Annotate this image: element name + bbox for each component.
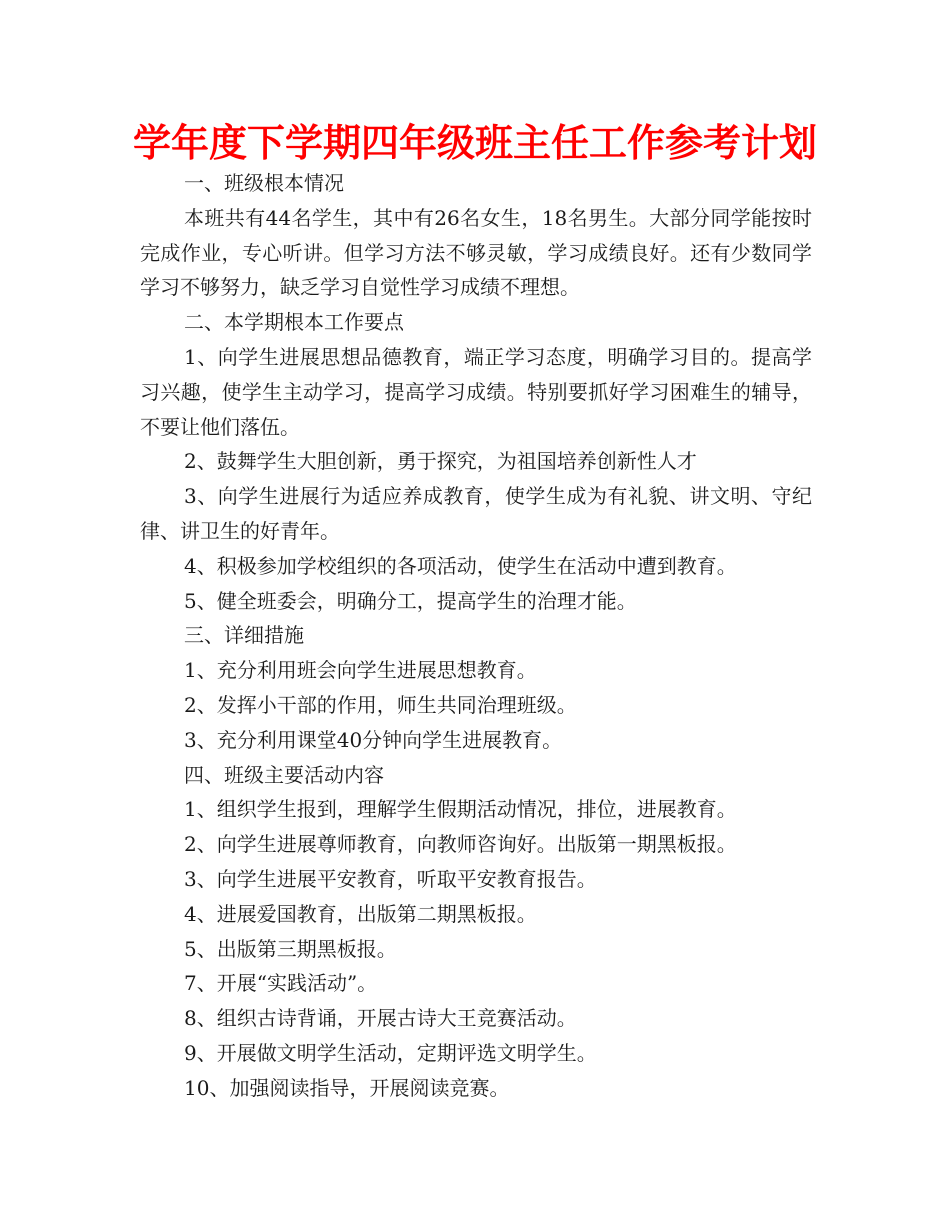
work-point-3: 3、向学生进展行为适应养成教育，使学生成为有礼貌、讲文明、守纪律、讲卫生的好青年。 — [140, 484, 812, 543]
activity-8: 8、组织古诗背诵，开展古诗大王竞赛活动。 — [184, 1006, 577, 1031]
document-title: 学年度下学期四年级班主任工作参考计划 — [132, 121, 817, 165]
work-point-2: 2、鼓舞学生大胆创新，勇于探究，为祖国培养创新性人才 — [184, 449, 697, 474]
section-heading-4: 四、班级主要活动内容 — [184, 762, 384, 787]
document-body — [140, 166, 812, 1106]
paragraph-class-overview: 本班共有44名学生，其中有26名女生，18名男生。大部分同学能按时完成作业，专心听讲。但学习方法不够灵敏，学习成绩良好。还有少数同学学习不够努力，缺乏学习自觉性学习成绩不理想。 — [140, 205, 812, 300]
activity-10: 10、加强阅读指导，开展阅读竞赛。 — [184, 1075, 510, 1100]
section-heading-2: 二、本学期根本工作要点 — [184, 310, 404, 335]
activity-9: 9、开展做文明学生活动，定期评选文明学生。 — [184, 1040, 597, 1065]
activity-5: 5、出版第三期黑板报。 — [184, 936, 397, 961]
activity-7: 7、开展“实践活动”。 — [184, 971, 378, 996]
work-point-5: 5、健全班委会，明确分工，提高学生的治理才能。 — [184, 588, 637, 613]
activity-4: 4、进展爱国教育，出版第二期黑板报。 — [184, 901, 537, 926]
activity-1: 1、组织学生报到，理解学生假期活动情况，排位，进展教育。 — [184, 797, 737, 822]
activity-3: 3、向学生进展平安教育，听取平安教育报告。 — [184, 866, 597, 891]
measure-1: 1、充分利用班会向学生进展思想教育。 — [184, 658, 537, 683]
measure-2: 2、发挥小干部的作用，师生共同治理班级。 — [184, 692, 577, 717]
activity-2: 2、向学生进展尊师教育，向教师咨询好。出版第一期黑板报。 — [184, 832, 737, 857]
section-heading-3: 三、详细措施 — [184, 623, 304, 648]
work-point-4: 4、积极参加学校组织的各项活动，使学生在活动中遭到教育。 — [184, 553, 737, 578]
work-point-1: 1、向学生进展思想品德教育，端正学习态度，明确学习目的。提高学习兴趣，使学生主动学习，提高学习成绩。特别要抓好学习困难生的辅导，不要让他们落伍。 — [140, 344, 812, 439]
section-heading-1: 一、班级根本情况 — [184, 171, 344, 195]
measure-3: 3、充分利用课堂40分钟向学生进展教育。 — [184, 727, 563, 752]
